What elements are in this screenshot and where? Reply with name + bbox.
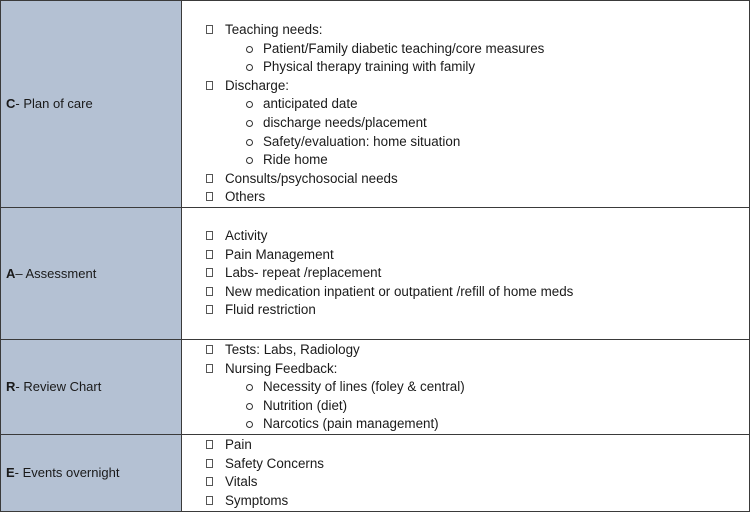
row-letter: A — [6, 265, 16, 281]
list-item — [182, 473, 749, 492]
checkbox-icon — [206, 250, 213, 259]
row-content — [182, 339, 750, 434]
item-text: Discharge: — [225, 77, 290, 93]
checkbox-icon — [206, 25, 213, 34]
sub-item-text: Ride home — [263, 152, 328, 168]
list-item — [182, 21, 749, 40]
list-item — [182, 246, 749, 265]
sub-item — [182, 40, 749, 59]
bullet-circle-icon — [246, 421, 253, 428]
item-text: Tests: Labs, Radiology — [225, 341, 360, 357]
row-title: - Plan of care — [15, 96, 93, 112]
item-text: Symptoms — [225, 492, 289, 508]
list-item — [182, 77, 749, 96]
row-letter: C — [6, 96, 16, 112]
checkbox-icon — [206, 81, 213, 90]
sub-item-text: Patient/Family diabetic teaching/core measures — [263, 40, 545, 56]
list-item — [182, 227, 749, 246]
list-item — [182, 360, 749, 379]
list-item — [182, 283, 749, 302]
bullet-circle-icon — [246, 64, 253, 71]
bullet-circle-icon — [246, 139, 253, 146]
item-text: Fluid restriction — [225, 302, 316, 318]
item-text: Nursing Feedback: — [225, 360, 338, 376]
checkbox-icon — [206, 459, 213, 468]
list-item — [182, 341, 749, 360]
item-text: Teaching needs: — [225, 22, 323, 37]
bullet-circle-icon — [246, 120, 253, 127]
row-title: - Review Chart — [15, 379, 102, 395]
row-label — [1, 207, 182, 339]
checkbox-icon — [206, 231, 213, 240]
checkbox-icon — [206, 268, 213, 277]
row-letter: R — [6, 379, 16, 395]
bullet-circle-icon — [246, 403, 253, 410]
item-text: Pain Management — [225, 246, 334, 262]
sub-item-text: Safety/evaluation: home situation — [263, 133, 461, 149]
item-text: Consults/psychosocial needs — [225, 170, 398, 186]
list-item — [182, 436, 749, 455]
sub-item — [182, 133, 749, 152]
list-item — [182, 264, 749, 283]
item-text: Others — [225, 189, 266, 205]
sub-item-text: Necessity of lines (foley & central) — [263, 379, 465, 395]
list-item — [182, 492, 749, 511]
row-label — [1, 434, 182, 511]
bullet-circle-icon — [246, 46, 253, 53]
bullet-circle-icon — [246, 101, 253, 108]
item-text: New medication inpatient or outpatient /refill of home meds — [225, 283, 574, 299]
row-content — [182, 207, 750, 339]
item-text: Safety Concerns — [225, 455, 324, 471]
sub-item — [182, 58, 749, 77]
row-label — [1, 339, 182, 434]
checkbox-icon — [206, 192, 213, 201]
row-content — [182, 1, 750, 208]
row-title: – Assessment — [15, 265, 97, 281]
bullet-circle-icon — [246, 384, 253, 391]
checkbox-icon — [206, 345, 213, 354]
row-content — [182, 434, 750, 511]
sub-item-text: Physical therapy training with family — [263, 59, 476, 75]
checkbox-icon — [206, 174, 213, 183]
sub-item — [182, 95, 749, 114]
sub-item-text: discharge needs/placement — [263, 114, 427, 130]
list-item — [182, 455, 749, 474]
table-row — [1, 434, 750, 511]
checkbox-icon — [206, 477, 213, 486]
sub-item — [182, 397, 749, 416]
list-item — [182, 301, 749, 320]
row-letter: E — [6, 465, 15, 481]
sub-item — [182, 151, 749, 170]
list-item — [182, 188, 749, 207]
sub-item — [182, 378, 749, 397]
sub-item-text: anticipated date — [263, 96, 358, 112]
table-row — [1, 1, 750, 208]
checkbox-icon — [206, 440, 213, 449]
table-row — [1, 339, 750, 434]
list-item — [182, 170, 749, 189]
row-title: - Events overnight — [14, 465, 120, 481]
item-text: Labs- repeat /replacement — [225, 265, 382, 281]
checkbox-icon — [206, 287, 213, 296]
item-text: Activity — [225, 227, 268, 243]
sub-item-text: Nutrition (diet) — [263, 397, 348, 413]
sub-item — [182, 415, 749, 434]
item-text: Vitals — [225, 474, 258, 490]
row-label — [1, 1, 182, 208]
bullet-circle-icon — [246, 157, 253, 164]
table-row — [1, 207, 750, 339]
sub-item — [182, 114, 749, 133]
item-text: Pain — [225, 436, 252, 452]
checkbox-icon — [206, 496, 213, 505]
checkbox-icon — [206, 305, 213, 314]
sub-item-text: Narcotics (pain management) — [263, 416, 439, 432]
checkbox-icon — [206, 364, 213, 373]
